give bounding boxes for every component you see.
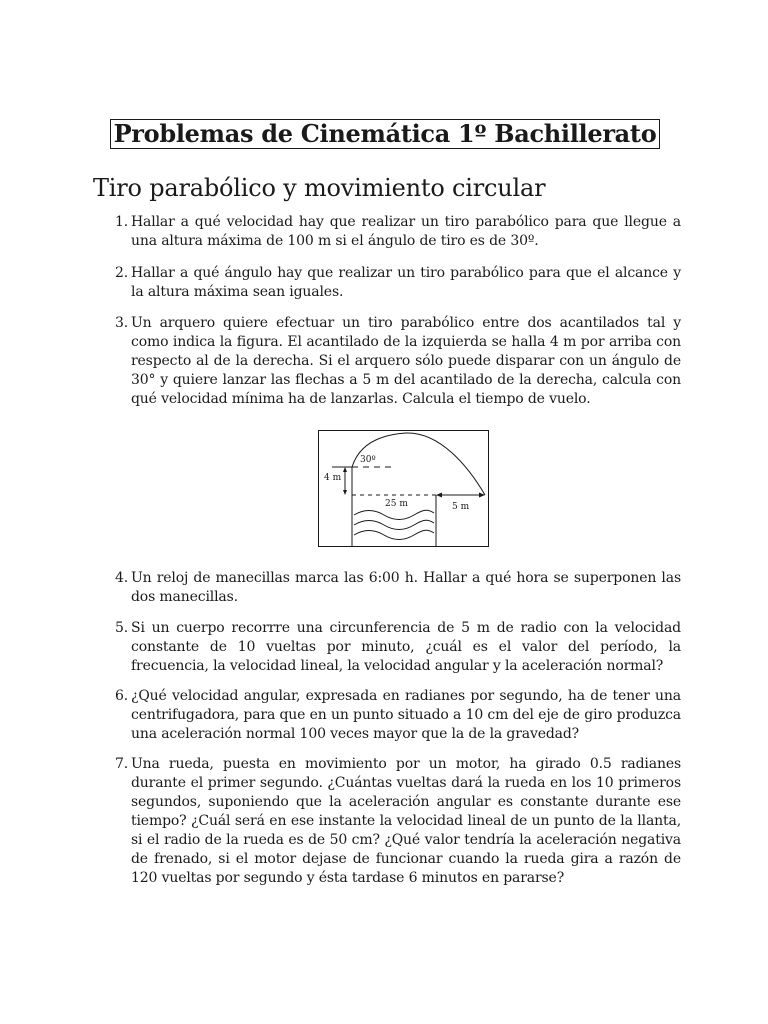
problem-text: Hallar a qué velocidad hay que realizar un tiro parabólico para que llegue a una altura máxima de 100 m si el ángulo de tiro es de 30º. [131,214,681,249]
water-wave [354,510,434,519]
problem-text: Si un cuerpo recorrre una circunferencia de 5 m de radio con la velocidad constante de 10 vueltas por minuto, ¿cuál es el valor del período, la frecuencia, la velocidad lineal, la velocidad angular y la aceleración normal? [131,620,681,674]
arrow-head-left [436,493,442,498]
gap-label: 25 m [385,499,408,509]
problem-text: Una rueda, puesta en movimiento por un motor, ha girado 0.5 radianes durante el primer segundo. ¿Cuántas vueltas dará la rueda en los 10 primeros segundos, suponiendo que la aceleración angular es constante durante ese tiempo? ¿Cuál será en ese instante la velocidad lineal de un punto de la llanta, si el radio de la rueda es de 50 cm? ¿Qué valor tendría la aceleración negativa de frenado, si el motor dejase de funcionar cuando la rueda gira a razón de 120 vueltas por segundo y ésta tardase 6 minutos en pararse? [131,756,681,886]
problem-item [108,687,681,744]
problem-number: 2. [114,265,128,281]
problem-number: 7. [114,756,128,772]
problem-text: Un reloj de manecillas marca las 6:00 h. Hallar a qué hora se superponen las dos manecillas. [131,570,681,605]
height-arrow-down [343,490,347,495]
problem-text: Hallar a qué ángulo hay que realizar un tiro parabólico para que el alcance y la altura máxima sean iguales. [131,265,681,300]
problem-item [108,569,681,607]
height-arrow-up [343,467,347,472]
problem-number: 1. [114,214,128,230]
problem-number: 5. [114,620,128,636]
problem-item [108,314,681,409]
problem-text: ¿Qué velocidad angular, expresada en radianes por segundo, ha de tener una centrifugadora, para que en un punto situado a 10 cm del eje de giro produzca una aceleración normal 100 veces mayor que la de la gravedad? [131,688,681,742]
problem-item [108,619,681,676]
problem-number: 4. [114,570,128,586]
problem-number: 3. [114,315,128,331]
water-wave [354,520,434,529]
cliff-trajectory-figure [318,430,489,547]
problem-number: 6. [114,688,128,704]
offset-label: 5 m [452,502,470,512]
problem-item [108,755,681,888]
section-title: Tiro parabólico y movimiento circular [93,174,546,202]
problem-item [108,213,681,251]
problem-item [108,264,681,302]
water-wave [354,530,434,539]
problem-text: Un arquero quiere efectuar un tiro parabólico entre dos acantilados tal y como indica la figura. El acantilado de la izquierda se halla 4 m por arriba con respecto al de la derecha. Si el arquero sólo puede disparar con un ángulo de 30° y quiere lanzar las flechas a 5 m del acantilado de la derecha, calcula con qué velocidad mínima ha de lanzarlas. Calcula el tiempo de vuelo. [131,315,681,407]
angle-label: 30º [360,455,376,465]
height-label: 4 m [324,473,342,483]
page-title: Problemas de Cinemática 1º Bachillerato [110,119,660,149]
